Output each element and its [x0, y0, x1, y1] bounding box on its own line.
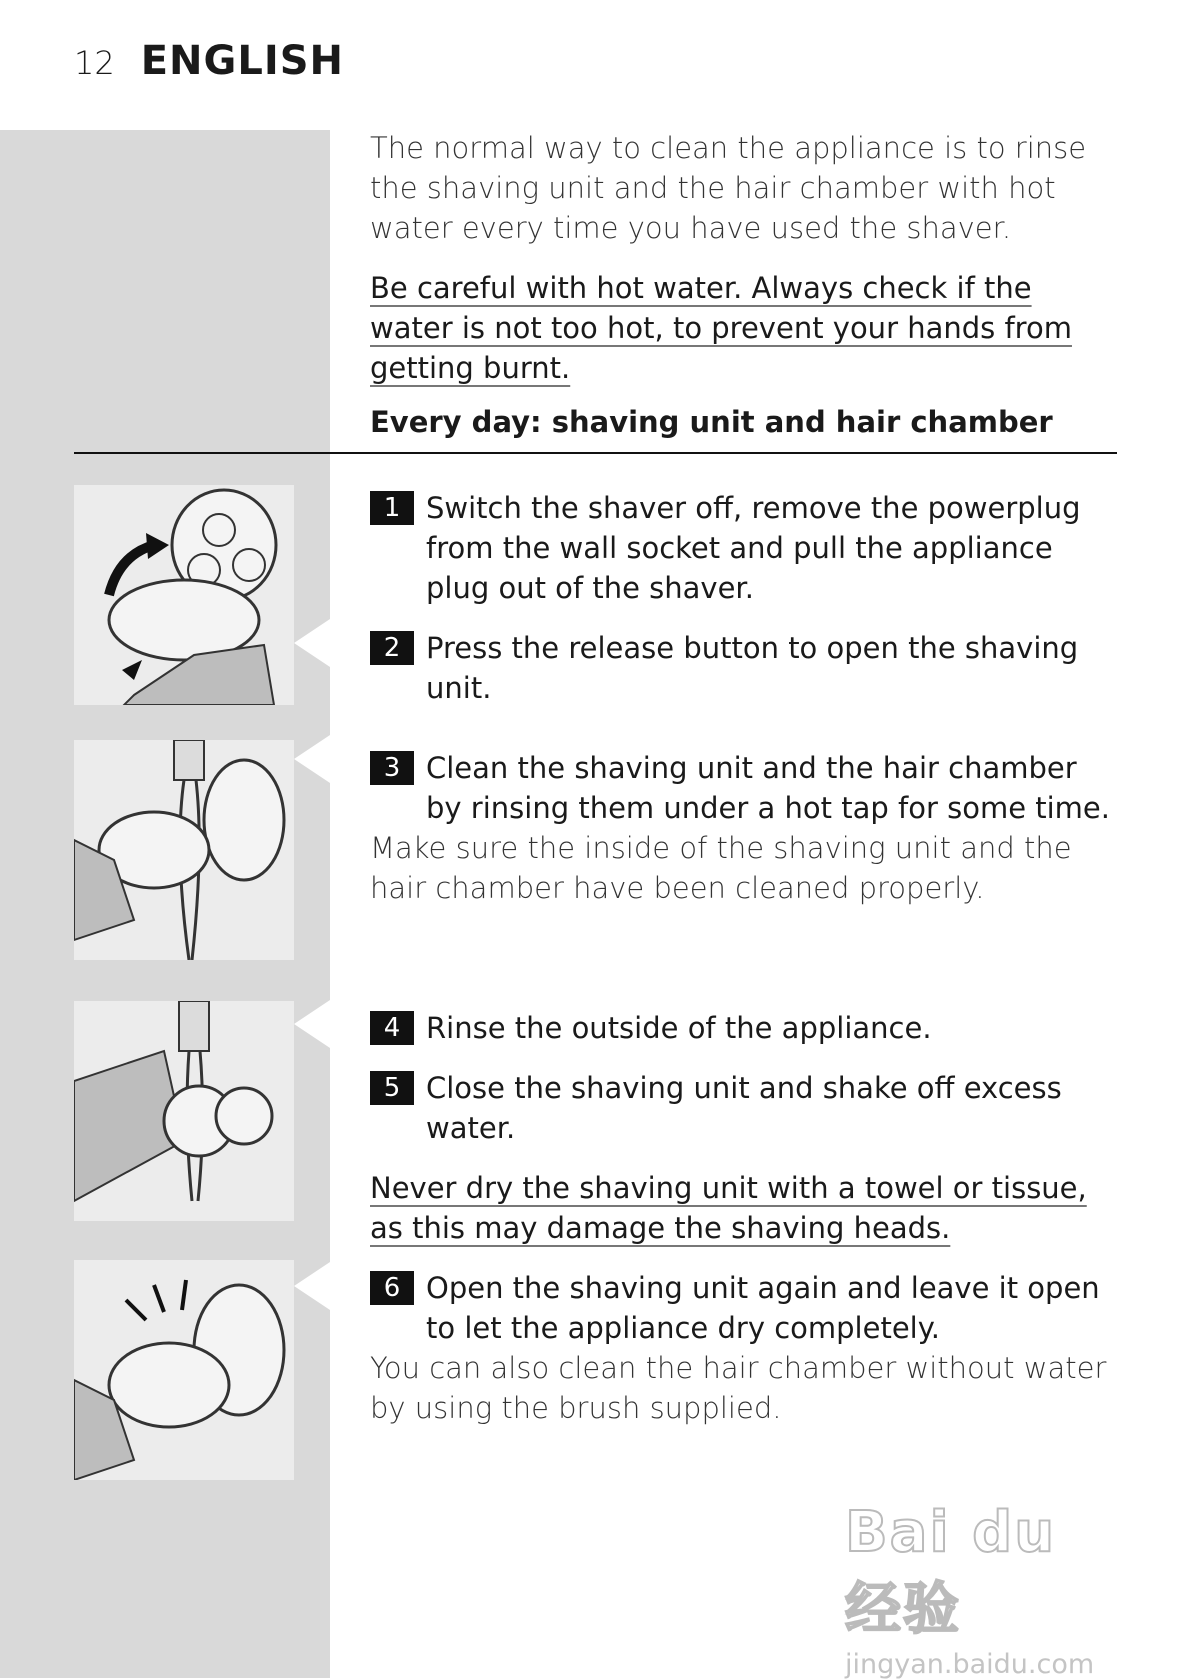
step-4 — [370, 1008, 1120, 1048]
intro-block — [370, 128, 1120, 248]
pointer-4 — [294, 1262, 330, 1310]
watermark-url: jingyan.baidu.com — [845, 1649, 1095, 1680]
pointer-1 — [294, 619, 330, 667]
step-2 — [370, 628, 1120, 708]
step-number: 5 — [370, 1071, 414, 1105]
shaver-dry-icon — [74, 1260, 294, 1480]
step-text: Close the shaving unit and shake off excess water. — [426, 1071, 1062, 1145]
step-text: Switch the shaver off, remove the powerplug from the wall socket and pull the appliance plug out of the shaver. — [426, 491, 1081, 605]
intro-paragraph: The normal way to clean the appliance is to rinse the shaving unit and the hair chamber with hot water every time you have used the shaver. — [370, 131, 1087, 245]
tap-rinse-icon — [74, 740, 294, 960]
step-5 — [370, 1068, 1120, 1148]
step-3-note: Make sure the inside of the shaving unit and the hair chamber have been cleaned properly. — [370, 831, 1072, 905]
baidu-watermark — [845, 1500, 1115, 1680]
illustration-rinse-outside — [74, 1001, 294, 1221]
step-text: Open the shaving unit again and leave it open to let the appliance dry completely. — [426, 1271, 1100, 1345]
towel-warning: Never dry the shaving unit with a towel or tissue, as this may damage the shaving heads. — [370, 1171, 1087, 1245]
page-header — [74, 38, 344, 98]
step-3 — [370, 748, 1120, 908]
step-6-note: You can also clean the hair chamber without water by using the brush supplied. — [370, 1351, 1107, 1425]
step-number: 2 — [370, 631, 414, 665]
step-6 — [370, 1268, 1120, 1428]
illustration-dry-open — [74, 1260, 294, 1480]
step-text: Press the release button to open the shaving unit. — [426, 631, 1079, 705]
pointer-3 — [294, 1000, 330, 1048]
step-text: Clean the shaving unit and the hair chamber by rinsing them under a hot tap for some time. — [426, 751, 1110, 825]
language-heading: ENGLISH — [140, 38, 345, 84]
step-number: 4 — [370, 1011, 414, 1045]
hot-water-warning: Be careful with hot water. Always check if the water is not too hot, to prevent your hands from getting burnt. — [370, 271, 1072, 385]
step-number: 3 — [370, 751, 414, 785]
illustration-rinse-under-tap — [74, 740, 294, 960]
pointer-2 — [294, 735, 330, 783]
shaver-open-icon — [74, 485, 294, 705]
illustration-open-shaving-unit — [74, 485, 294, 705]
hot-water-warning-block — [370, 268, 1120, 388]
step-number: 6 — [370, 1271, 414, 1305]
section-divider — [74, 452, 1117, 454]
shaver-rinse-outside-icon — [74, 1001, 294, 1221]
step-1 — [370, 488, 1120, 608]
section-title: Every day: shaving unit and hair chamber — [370, 405, 1053, 439]
page-number: 12 — [74, 44, 115, 82]
step-number: 1 — [370, 491, 414, 525]
watermark-logo: Bai du 经验 — [845, 1500, 1057, 1642]
step-text: Rinse the outside of the appliance. — [426, 1011, 932, 1045]
towel-warning-block — [370, 1168, 1120, 1248]
